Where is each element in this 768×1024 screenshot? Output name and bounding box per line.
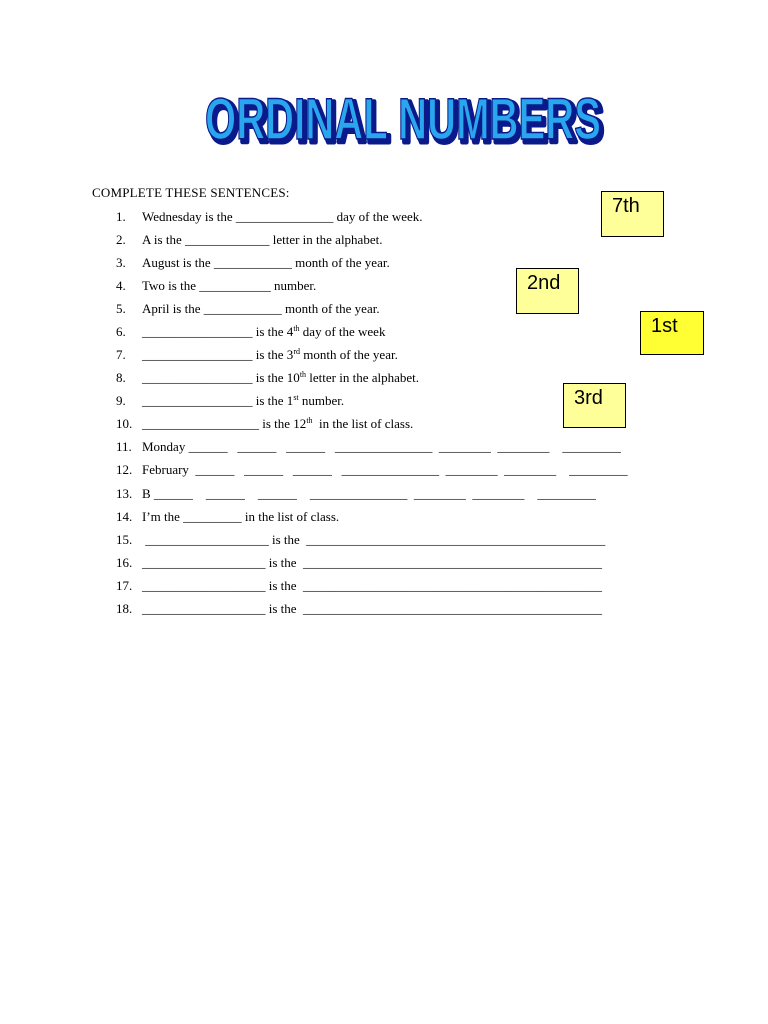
answer-tag-3rd: 3rd [563, 383, 626, 428]
question-number: 14. [116, 509, 133, 524]
ordinal-suffix: th [306, 416, 313, 425]
question-text: ___________________ is the ______________________________________________ [142, 532, 606, 547]
question-text: _________________ is the 3 [142, 347, 294, 362]
question-17 [116, 578, 602, 594]
question-14 [116, 509, 339, 525]
question-4 [116, 278, 316, 294]
title-text: ORDINAL NUMBERS [205, 87, 601, 152]
answer-tag-7th: 7th [601, 191, 664, 237]
question-text-end: number. [298, 393, 345, 408]
title-text-shadow: ORDINAL NUMBERS [208, 90, 604, 155]
ordinal-suffix: rd [293, 347, 300, 356]
question-text: August is the ____________ month of the year. [142, 255, 390, 270]
question-number: 12. [116, 462, 133, 477]
question-text: _________________ is the 10 [142, 370, 300, 385]
question-number: 11. [116, 439, 132, 454]
answer-tag-1st: 1st [640, 311, 704, 355]
question-number: 15. [116, 532, 133, 547]
question-number: 3. [116, 255, 126, 270]
question-13 [116, 486, 596, 502]
question-number: 8. [116, 370, 126, 385]
question-text-end: month of the year. [299, 347, 398, 362]
question-16 [116, 555, 602, 571]
question-2 [116, 232, 382, 248]
question-12 [116, 462, 628, 478]
ordinal-suffix: th [299, 370, 307, 379]
question-number: 6. [116, 324, 126, 339]
question-number: 18. [116, 601, 133, 616]
question-number: 4. [116, 278, 126, 293]
question-number: 16. [116, 555, 133, 570]
question-number: 13. [116, 486, 133, 501]
question-9 [116, 393, 344, 409]
question-text-end: letter in the alphabet. [306, 370, 420, 385]
question-8 [116, 370, 419, 386]
question-6 [116, 324, 385, 340]
ordinal-suffix: st [293, 393, 299, 402]
question-text: April is the ____________ month of the year. [142, 301, 380, 316]
question-3 [116, 255, 390, 271]
question-15 [116, 532, 605, 548]
question-1 [116, 209, 423, 225]
question-number: 17. [116, 578, 133, 593]
question-text-end: in the list of class. [312, 416, 414, 431]
question-text: Monday ______ ______ ______ _______________ ________ ________ _________ [142, 439, 621, 454]
question-text: ___________________ is the ______________________________________________ [142, 601, 603, 616]
question-text: ___________________ is the ______________________________________________ [142, 555, 603, 570]
question-number: 9. [116, 393, 126, 408]
question-7 [116, 347, 398, 363]
question-number: 10. [116, 416, 133, 431]
question-text: A is the _____________ letter in the alphabet. [142, 232, 383, 247]
question-text: Two is the ___________ number. [142, 278, 317, 293]
question-text: _________________ is the 4 [142, 324, 294, 339]
question-number: 2. [116, 232, 126, 247]
question-text: _________________ is the 1 [142, 393, 294, 408]
question-text: February ______ ______ ______ _______________ ________ ________ _________ [142, 462, 628, 477]
answer-tag-2nd: 2nd [516, 268, 579, 314]
question-number: 5. [116, 301, 126, 316]
question-text: Wednesday is the _______________ day of the week. [142, 209, 423, 224]
question-11 [116, 439, 621, 455]
instructions: COMPLETE THESE SENTENCES: [92, 185, 290, 200]
question-text: I’m the _________ in the list of class. [142, 509, 340, 524]
ordinal-suffix: th [293, 324, 300, 333]
question-18 [116, 601, 602, 617]
question-text: ___________________ is the ______________________________________________ [142, 578, 603, 593]
question-5 [116, 301, 380, 317]
question-number: 1. [116, 209, 126, 224]
question-text: __________________ is the 12 [142, 416, 307, 431]
question-text-end: day of the week [299, 324, 386, 339]
question-text: B ______ ______ ______ _______________ ________ ________ _________ [142, 486, 596, 501]
question-10 [116, 416, 413, 432]
question-number: 7. [116, 347, 126, 362]
